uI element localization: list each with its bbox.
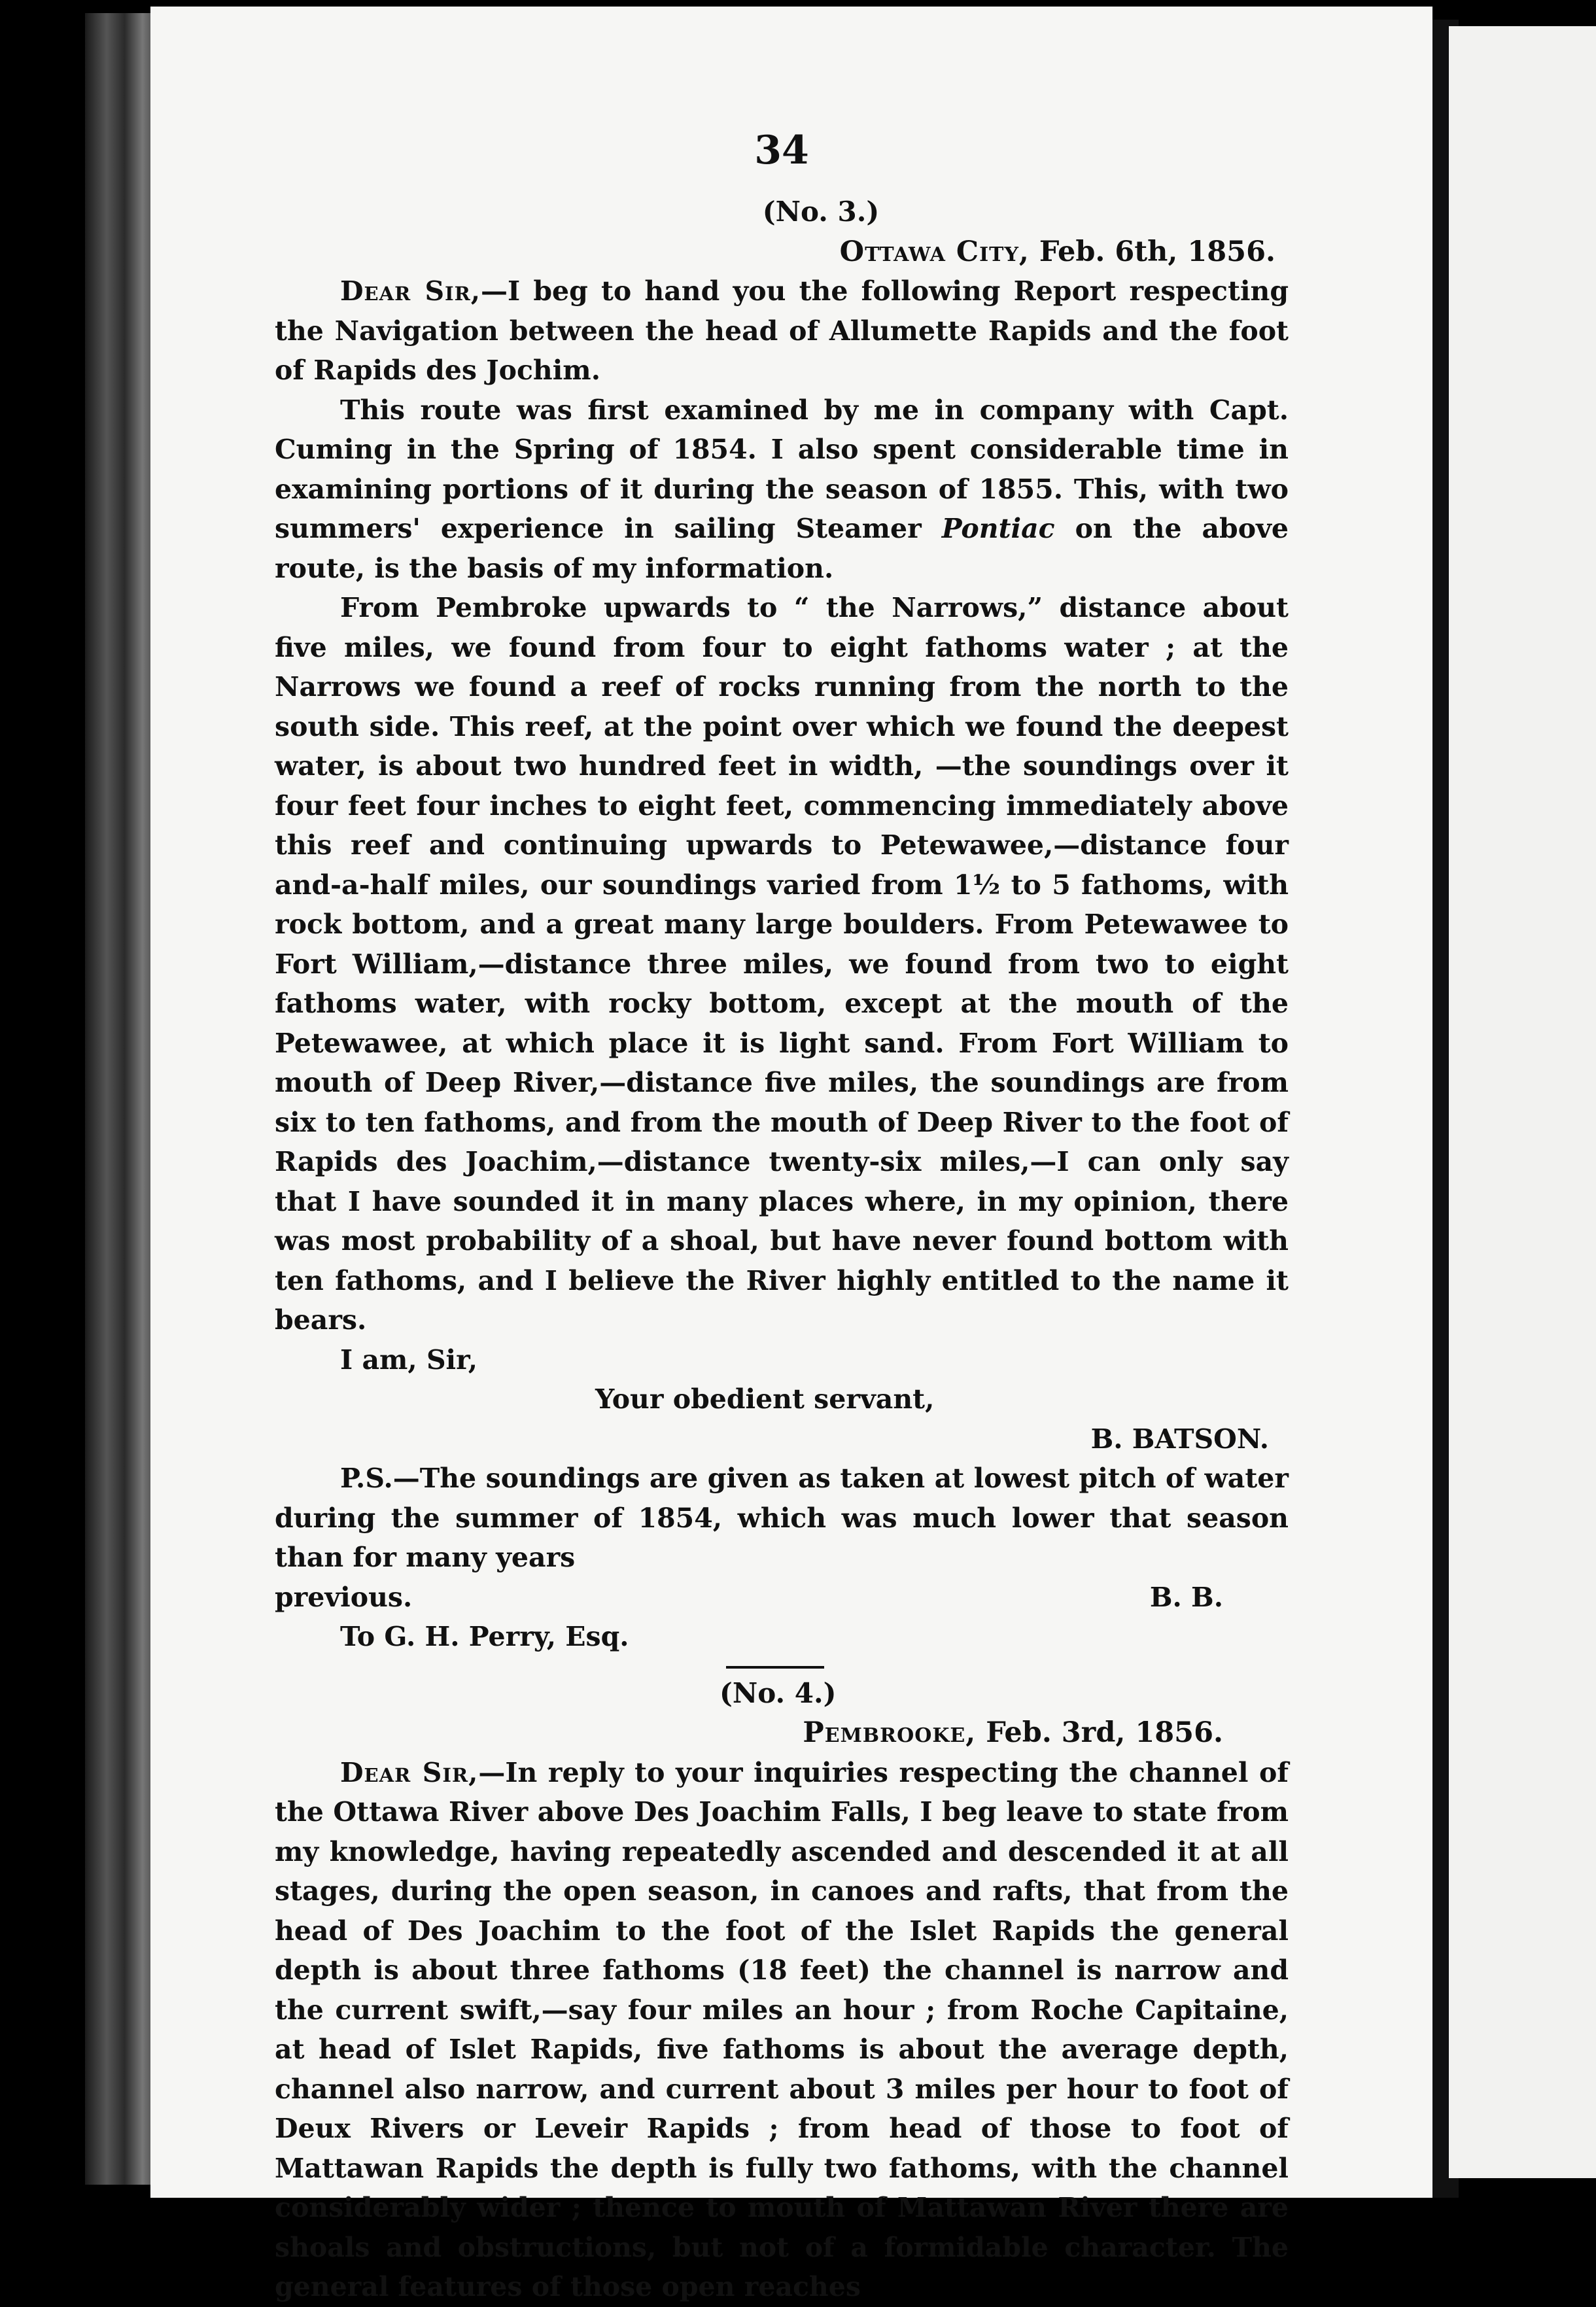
letter-3-place: Ottawa City,: [839, 235, 1030, 268]
letter-4-place: Pembrooke,: [803, 1716, 977, 1749]
letter-3-dateline: [275, 232, 1289, 272]
letter-3-closing-2: Your obedient servant,: [595, 1383, 935, 1415]
letter-4-heading: (No. 4.): [720, 1676, 837, 1709]
letter-3-date: Feb. 6th, 1856.: [1029, 235, 1275, 268]
section-divider: [726, 1666, 824, 1669]
letter-3-postscript-end: previous. B. B.: [275, 1578, 1289, 1618]
page-text: [275, 124, 1289, 2307]
letter-no-3: [275, 192, 1289, 1657]
adjacent-page: [1449, 26, 1596, 2178]
letter-3-addressee: To G. H. Perry, Esq.: [340, 1621, 629, 1652]
letter-3-initials: B. B.: [1149, 1581, 1223, 1613]
page-number: 34: [754, 128, 809, 173]
letter-3-paragraph-2: This route was first examined by me in company with Capt. Cuming in the Spring of 1854. I also spent considerable time in examining portions of it during the season of 1855. This, with two summers' experience in sailing Steamer Pontiac on the above route, is the basis of my information.: [275, 394, 1289, 584]
steamer-name: Pontiac: [941, 513, 1055, 544]
letter-3-signature: B. BATSON.: [1090, 1423, 1269, 1455]
letter-3-heading: (No. 3.): [762, 196, 880, 228]
letter-no-4: [275, 1674, 1289, 2307]
letter-4-dateline: [275, 1713, 1289, 1753]
letter-4-paragraph-1: Dear Sir,—In reply to your inquiries respecting the channel of the Ottawa River above Des Joachim Falls, I beg leave to state from my knowledge, having repeatedly ascended and descended it at all stages, during the open season, in canoes and rafts, that from the head of Des Joachim to the foot of the Islet Rapids the general depth is about three fathoms (18 feet) the channel is narrow and the current swift,—say four miles an hour ; from Roche Capitaine, at head of Islet Rapids, five fathoms is about the average depth, channel also narrow, and current about 3 miles per hour to foot of Deux Rivers or Leveir Rapids ; from head of those to foot of Mattawan Rapids the depth is fully two fathoms, with the channel considerably wider ; thence to mouth of Mattawan River there are shoals and obstructions, but not of a formidable character. The general features of those open reaches: [275, 1756, 1289, 2302]
letter-4-salutation: Dear Sir,: [340, 1756, 479, 1788]
letter-3-salutation: Dear Sir,: [340, 275, 481, 307]
letter-4-date: Feb. 3rd, 1856.: [976, 1716, 1223, 1749]
letter-3-paragraph-1: Dear Sir,—I beg to hand you the following Report respecting the Navigation between the head of Allumette Rapids and the foot of Rapids des Jochim.: [275, 275, 1289, 386]
letter-3-paragraph-3: From Pembroke upwards to “ the Narrows,” distance about five miles, we found from four to eight fathoms water ; at the Narrows we found a reef of rocks running from the north to the south side. This reef, at the point over which we found the deepest water, is about two hundred feet in width, —the soundings over it four feet four inches to eight feet, commencing immediately above this reef and continuing upwards to Petewawee,—distance four and-a-half miles, our soundings varied from 1½ to 5 fathoms, with rock bottom, and a great many large boulders. From Petewawee to Fort William,—distance three miles, we found from two to eight fathoms water, with rocky bottom, except at the mouth of the Petewawee, at which place it is light sand. From Fort William to mouth of Deep River,—distance five miles, the soundings are from six to ten fathoms, and from the mouth of Deep River to the foot of Rapids des Joachim,—distance twenty-six miles,—I can only say that I have sounded it in many places where, in my opinion, there was most probability of a shoal, but have never found bottom with ten fathoms, and I believe the River highly entitled to the name it bears.: [275, 592, 1289, 1336]
letter-3-closing-1: I am, Sir,: [340, 1344, 478, 1376]
letter-3-postscript: P.S.—The soundings are given as taken at lowest pitch of water during the summer of 1854, which was much lower that season than for many years: [275, 1463, 1289, 1573]
book-page-edges: [85, 13, 157, 2185]
